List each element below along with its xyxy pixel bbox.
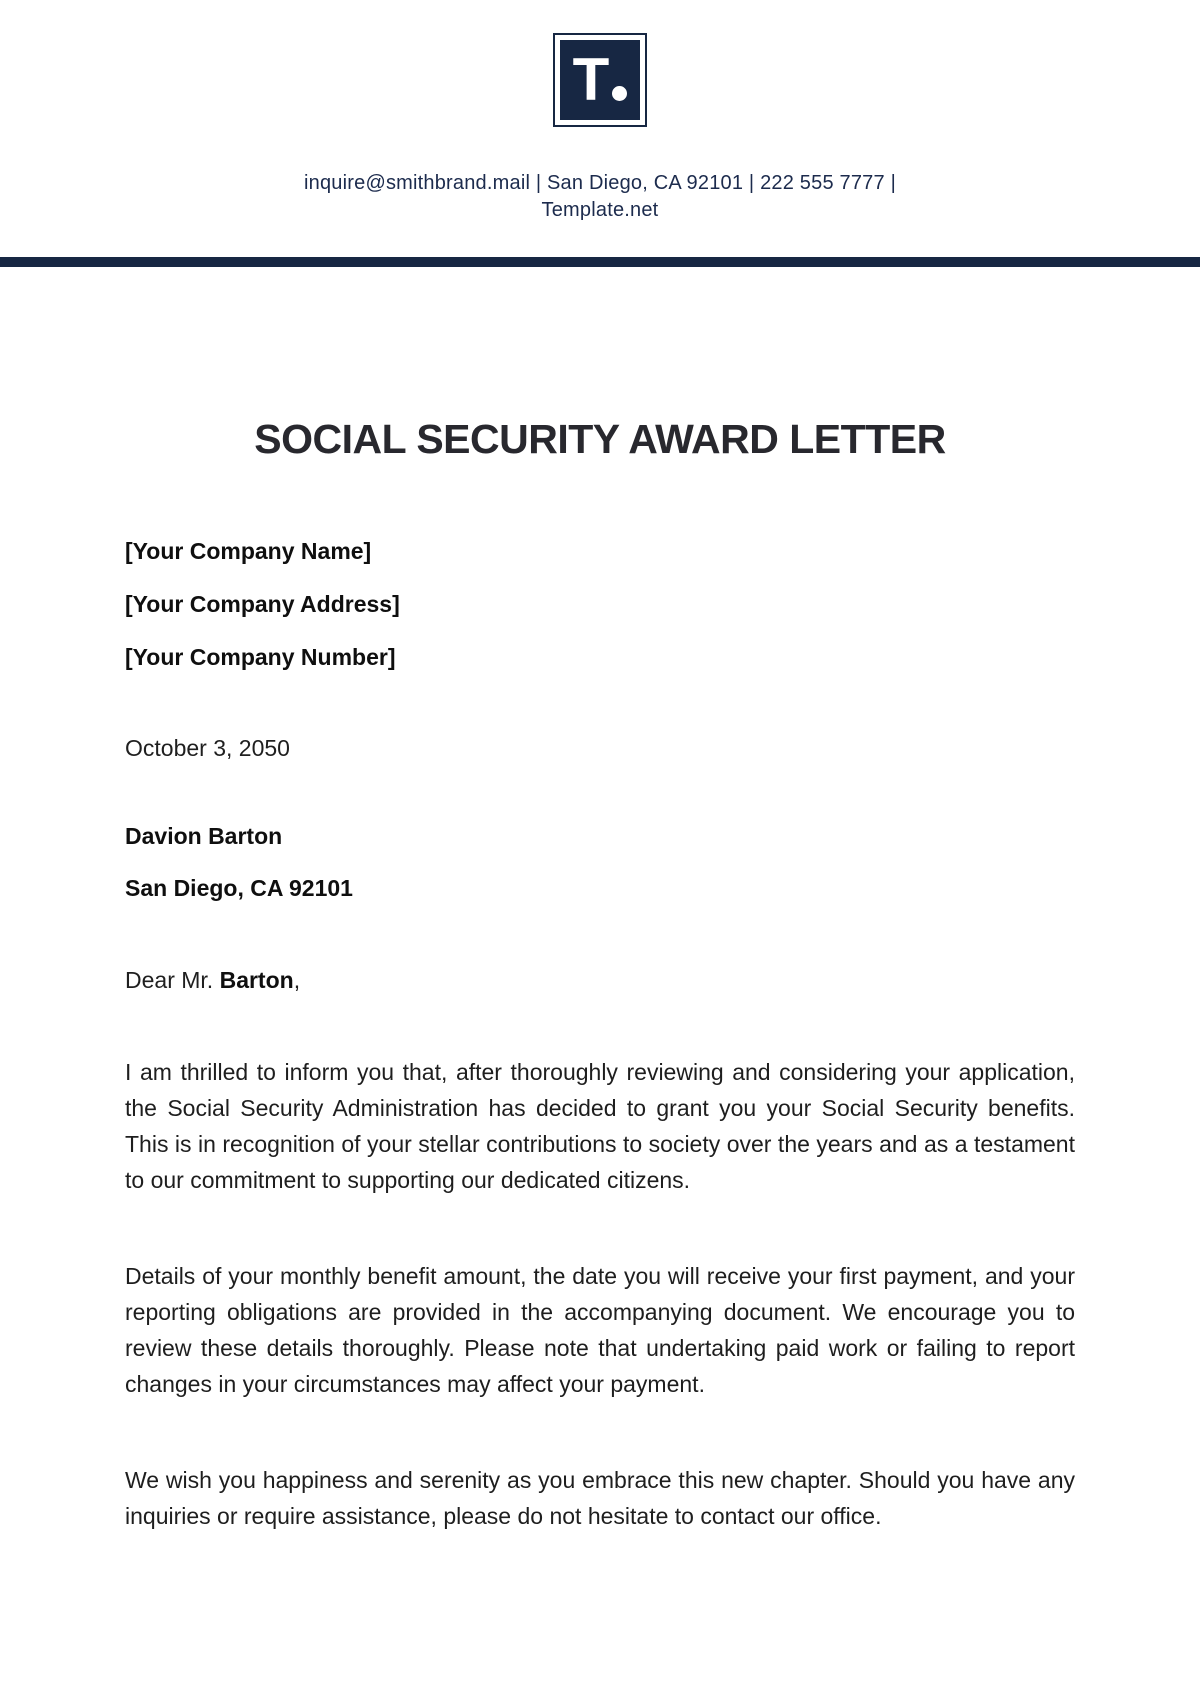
salutation	[125, 966, 1075, 994]
salutation-name: Barton	[219, 967, 294, 993]
letter-date: October 3, 2050	[125, 735, 290, 761]
paragraph-benefits-granted: I am thrilled to inform you that, after thoroughly reviewing and considering your application, the Social Security Administration has decided to grant you your Social Security benefits. This is in recognition of your stellar contributions to society over the years and as a testament to our commitment to supporting our dedicated citizens.	[125, 1059, 1075, 1193]
logo-dot-icon	[612, 86, 627, 101]
letterhead	[0, 0, 1200, 224]
salutation-prefix: Dear Mr.	[125, 967, 220, 993]
paragraph-closing: We wish you happiness and serenity as you embrace this new chapter. Should you have any inquiries or require assistance, please do not hesitate to contact our office.	[125, 1467, 1075, 1529]
paragraph-payment-details: Details of your monthly benefit amount, the date you will receive your first payment, and your reporting obligations are provided in the accompanying document. We encourage you to review these details thoroughly. Please note that undertaking paid work or failing to report changes in your circumstances may affect your payment.	[125, 1263, 1075, 1397]
salutation-suffix: ,	[293, 967, 301, 993]
brand-logo-square	[560, 40, 640, 120]
logo-letter: T	[572, 45, 609, 113]
contact-info: inquire@smithbrand.mail | San Diego, CA 92101 | 222 555 7777 | Template.net	[304, 172, 896, 221]
header-divider-bar	[0, 257, 1200, 267]
company-name-placeholder: [Your Company Name]	[125, 538, 372, 564]
brand-logo	[553, 33, 647, 127]
logo-mark	[572, 45, 628, 113]
recipient-city: San Diego, CA 92101	[125, 875, 353, 901]
letter-title: SOCIAL SECURITY AWARD LETTER	[254, 416, 946, 462]
company-address-placeholder: [Your Company Address]	[125, 591, 400, 617]
company-number-placeholder: [Your Company Number]	[125, 644, 396, 670]
recipient-name: Davion Barton	[125, 823, 283, 849]
letter-body	[0, 415, 1200, 1534]
